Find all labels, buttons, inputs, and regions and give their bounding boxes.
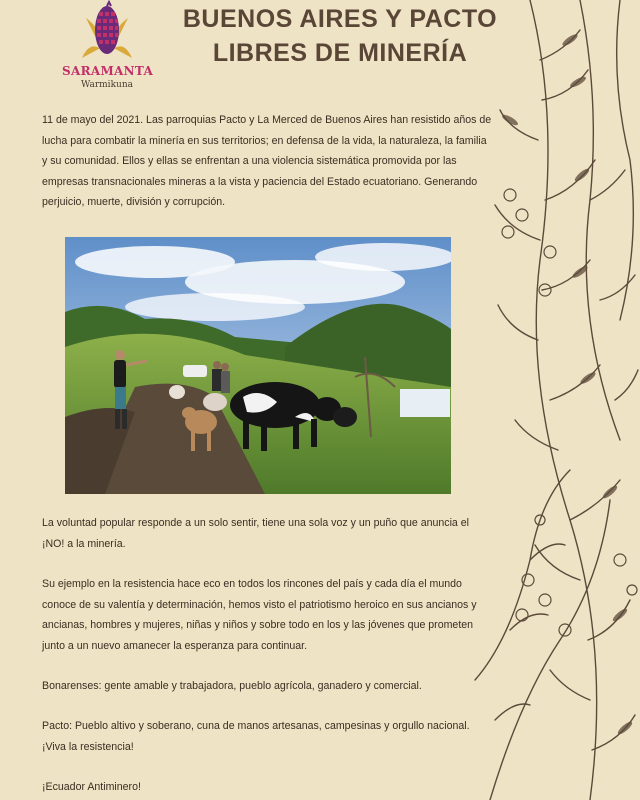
cattle-photo [65,237,451,494]
paragraph-6: ¡Ecuador Antiminero! [42,781,141,793]
logo-subtitle: Warmikuna [81,80,133,90]
paragraph-5: Pacto: Pueblo altivo y soberano, cuna de manos artesanas, campesinas y orgullo nacional. ¡Viva la resistencia! [42,720,470,753]
botanical-line-art [470,0,640,800]
paragraph-2: La voluntad popular responde a un solo sentir, tiene una sola voz y un puño que anuncia el ¡NO! a la minería. [42,517,470,550]
maize-cob-icon [72,0,142,62]
logo-name: SARAMANTA [62,64,154,78]
intro-paragraph: 11 de mayo del 2021. Las parroquias Pacto y La Merced de Buenos Aires han resistido años de lucha para combatir la minería en sus territorios; en defensa de la vida, la naturaleza, la familia y su comunidad. Ellos y ellas se enfrentan a una violencia sistemática promovida por las empresas transnacionales mineras a la vista y paciencia del Estado ecuatoriano. Generando perjuicio, muerte, división y corrupción. [42,114,492,208]
paragraph-3: Su ejemplo en la resistencia hace eco en todos los rincones del país y cada día el mundo conoce de su valentía y determinación, hemos visto el patriotismo heroico en sus ancianos y ancianas, hombres y mujeres, niñas y niños y sobre todo en los y las jóvenes que prometen junto a un nuevo amanecer la esperanza para continuar. [42,578,477,652]
logo [62,0,152,92]
page-title [160,2,520,70]
title-line-2: LIBRES DE MINERÍA [212,39,468,67]
title-line-1: BUENOS AIRES Y PACTO [182,5,498,33]
paragraph-4: Bonarenses: gente amable y trabajadora, pueblo agrícola, ganadero y comercial. [42,680,422,692]
